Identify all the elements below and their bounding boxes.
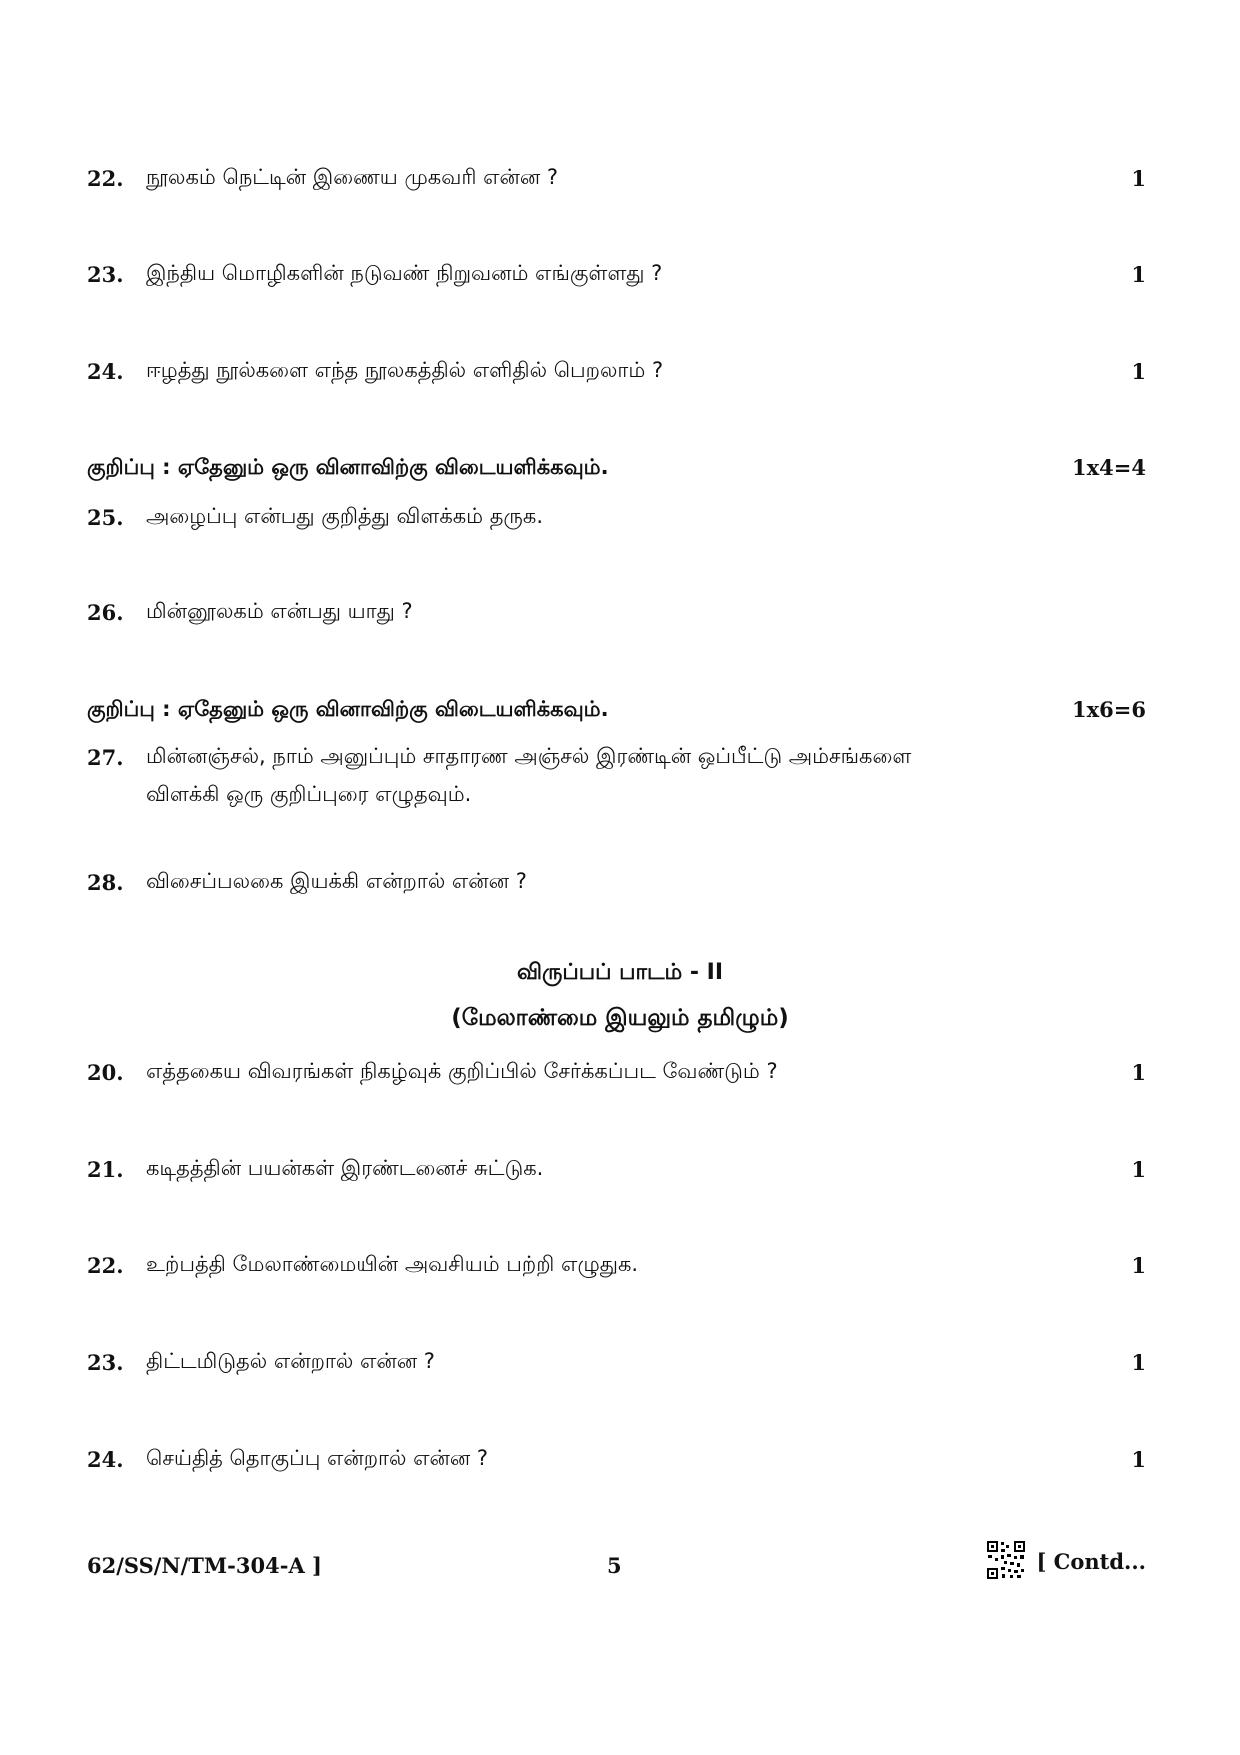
qr-code-icon [986, 1540, 1026, 1580]
question-number: 23. [87, 1350, 124, 1375]
question-number: 26. [87, 600, 124, 625]
question-text: கடிதத்தின் பயன்கள் இரண்டனைச் சுட்டுக. [146, 1156, 544, 1180]
question-marks: 1 [1131, 1350, 1146, 1375]
question-number: 21. [87, 1157, 124, 1182]
question-text: உற்பத்தி மேலாண்மையின் அவசியம் பற்றி எழுதுக. [146, 1252, 639, 1276]
question-number: 22. [87, 166, 124, 191]
question-text: அழைப்பு என்பது குறித்து விளக்கம் தருக. [146, 504, 544, 528]
paper-code: 62/SS/N/TM-304-A ] [87, 1553, 322, 1578]
question-text: எத்தகைய விவரங்கள் நிகழ்வுக் குறிப்பில் சேர்க்கப்பட வேண்டும் ? [146, 1059, 778, 1083]
question-marks: 1 [1131, 1060, 1146, 1085]
section-title: விருப்பப் பாடம் - II [516, 960, 724, 985]
question-number: 28. [87, 870, 124, 895]
question-number: 24. [87, 1447, 124, 1472]
question-number: 20. [87, 1060, 124, 1085]
question-text: இந்திய மொழிகளின் நடுவண் நிறுவனம் எங்குள்ளது ? [146, 261, 663, 285]
question-number: 22. [87, 1253, 124, 1278]
question-marks: 1 [1131, 359, 1146, 384]
continued-label: [ Contd... [1036, 1549, 1146, 1574]
page-number: 5 [607, 1553, 622, 1578]
question-text: செய்தித் தொகுப்பு என்றால் என்ன ? [146, 1446, 489, 1470]
question-marks: 1 [1131, 166, 1146, 191]
instruction-marks: 1x6=6 [1072, 697, 1146, 722]
instruction-note: குறிப்பு : ஏதேனும் ஒரு வினாவிற்கு விடையளிக்கவும். [87, 697, 609, 721]
question-text-line2: விளக்கி ஒரு குறிப்புரை எழுதவும். [146, 782, 472, 806]
question-text: விசைப்பலகை இயக்கி என்றால் என்ன ? [146, 869, 527, 893]
question-number: 24. [87, 359, 124, 384]
question-marks: 1 [1131, 1157, 1146, 1182]
instruction-marks: 1x4=4 [1072, 455, 1146, 480]
question-text: நூலகம் நெட்டின் இணைய முகவரி என்ன ? [146, 165, 559, 189]
question-number: 27. [87, 745, 124, 770]
question-number: 23. [87, 262, 124, 287]
question-marks: 1 [1131, 262, 1146, 287]
question-text-line1: மின்னஞ்சல், நாம் அனுப்பும் சாதாரண அஞ்சல் இரண்டின் ஒப்பீட்டு அம்சங்களை [146, 744, 912, 768]
question-marks: 1 [1131, 1447, 1146, 1472]
question-text: மின்னூலகம் என்பது யாது ? [146, 599, 413, 623]
question-text: திட்டமிடுதல் என்றால் என்ன ? [146, 1349, 435, 1373]
section-subtitle: (மேலாண்மை இயலும் தமிழும்) [451, 1005, 789, 1031]
question-number: 25. [87, 505, 124, 530]
question-marks: 1 [1131, 1253, 1146, 1278]
instruction-note: குறிப்பு : ஏதேனும் ஒரு வினாவிற்கு விடையளிக்கவும். [87, 455, 609, 479]
question-text: ஈழத்து நூல்களை எந்த நூலகத்தில் எளிதில் பெறலாம் ? [146, 358, 664, 382]
